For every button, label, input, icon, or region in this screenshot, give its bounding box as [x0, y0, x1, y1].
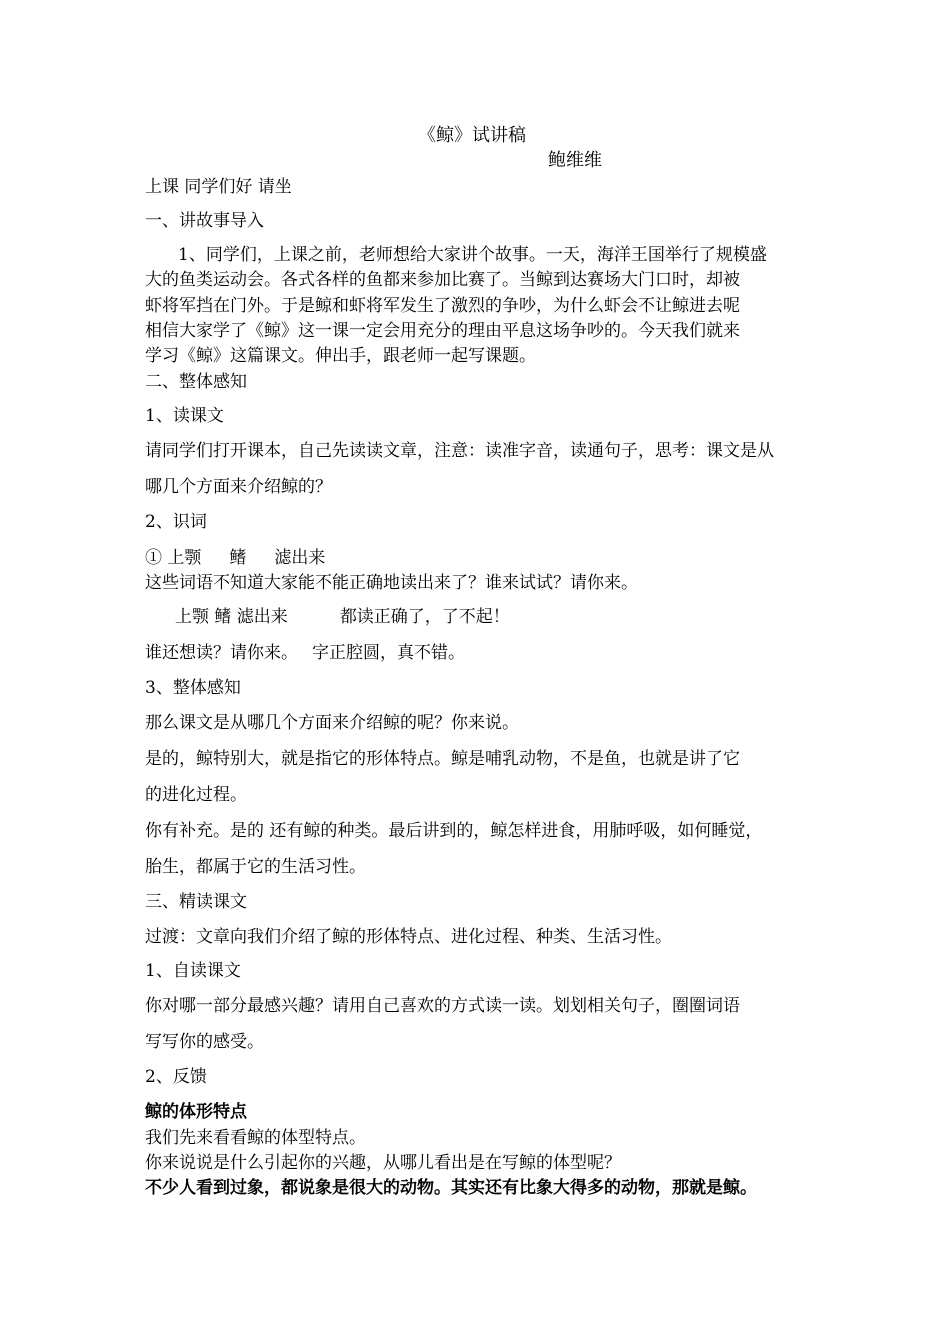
who-else-line [145, 643, 465, 663]
body-line-bold: 不少人看到过象，都说象是很大的动物。其实还有比象大得多的动物，那就是鲸。 [145, 1178, 757, 1198]
transition-line: 过渡：文章向我们介绍了鲸的形体特点、进化过程、种类、生活习性。 [145, 927, 672, 947]
section2-heading: 二、整体感知 [145, 372, 247, 392]
self-read-line: 你对哪一部分最感兴趣？请用自己喜欢的方式读一读。划划相关句子，圈圈词语 [145, 996, 740, 1016]
section1-heading: 一、讲故事导入 [145, 211, 264, 231]
words-praise: 都读正确了，了不起！ [339, 607, 510, 627]
words-question: 这些词语不知道大家能不能正确地读出来了？谁来试试？请你来。 [145, 573, 638, 593]
feedback-heading: 2、反馈 [145, 1067, 207, 1087]
story-line: 相信大家学了《鲸》这一课一定会用充分的理由平息这场争吵的。今天我们就来 [145, 321, 740, 341]
greeting-line: 上课 同学们好 请坐 [145, 177, 292, 197]
read-heading: 1、读课文 [145, 406, 224, 426]
self-read-line: 写写你的感受。 [145, 1032, 264, 1052]
words-answer-line [175, 607, 510, 627]
overall-line: 那么课文是从哪几个方面来介绍鲸的呢？你来说。 [145, 713, 519, 733]
word-item: 滤出来 [274, 548, 326, 568]
body-line: 你来说说是什么引起你的兴趣，从哪儿看出是在写鲸的体型呢？ [145, 1153, 621, 1173]
read-line: 请同学们打开课本，自己先读读文章，注意：读准字音，读通句子，思考：课文是从 [145, 441, 774, 461]
overall-line: 是的，鲸特别大，就是指它的形体特点。鲸是哺乳动物，不是鱼，也就是讲了它 [145, 749, 740, 769]
story-line: 大的鱼类运动会。各式各样的鱼都来参加比赛了。当鲸到达赛场大门口时，却被 [145, 270, 740, 290]
read-line: 哪几个方面来介绍鲸的？ [145, 477, 332, 497]
story-line: 1、同学们，上课之前，老师想给大家讲个故事。一天，海洋王国举行了规模盛 [178, 245, 767, 265]
words-answer: 上颚 鳍 滤出来 [175, 607, 288, 627]
story-line: 学习《鲸》这篇课文。伸出手，跟老师一起写课题。 [145, 346, 536, 366]
word-item: 鳍 [229, 548, 247, 568]
body-line: 我们先来看看鲸的体型特点。 [145, 1128, 366, 1148]
overall-heading: 3、整体感知 [145, 678, 241, 698]
words-heading: 2、识词 [145, 512, 207, 532]
word-item: ① 上颚 [145, 548, 202, 568]
who-else: 谁还想读？请你来。 [145, 643, 298, 663]
overall-line: 你有补充。是的 还有鲸的种类。最后讲到的，鲸怎样进食，用肺呼吸，如何睡觉， [145, 821, 763, 841]
document-title: 《鲸》试讲稿 [418, 125, 526, 146]
words-list [145, 548, 325, 568]
story-line: 虾将军挡在门外。于是鲸和虾将军发生了激烈的争吵，为什么虾会不让鲸进去呢 [145, 296, 740, 316]
body-shape-heading: 鲸的体形特点 [145, 1102, 247, 1122]
praise-two: 字正腔圆，真不错。 [312, 643, 465, 663]
self-read-heading: 1、自读课文 [145, 961, 241, 981]
document-author: 鲍维维 [548, 150, 602, 171]
section3-heading: 三、精读课文 [145, 892, 247, 912]
overall-line: 胎生，都属于它的生活习性。 [145, 857, 366, 877]
overall-line: 的进化过程。 [145, 785, 247, 805]
